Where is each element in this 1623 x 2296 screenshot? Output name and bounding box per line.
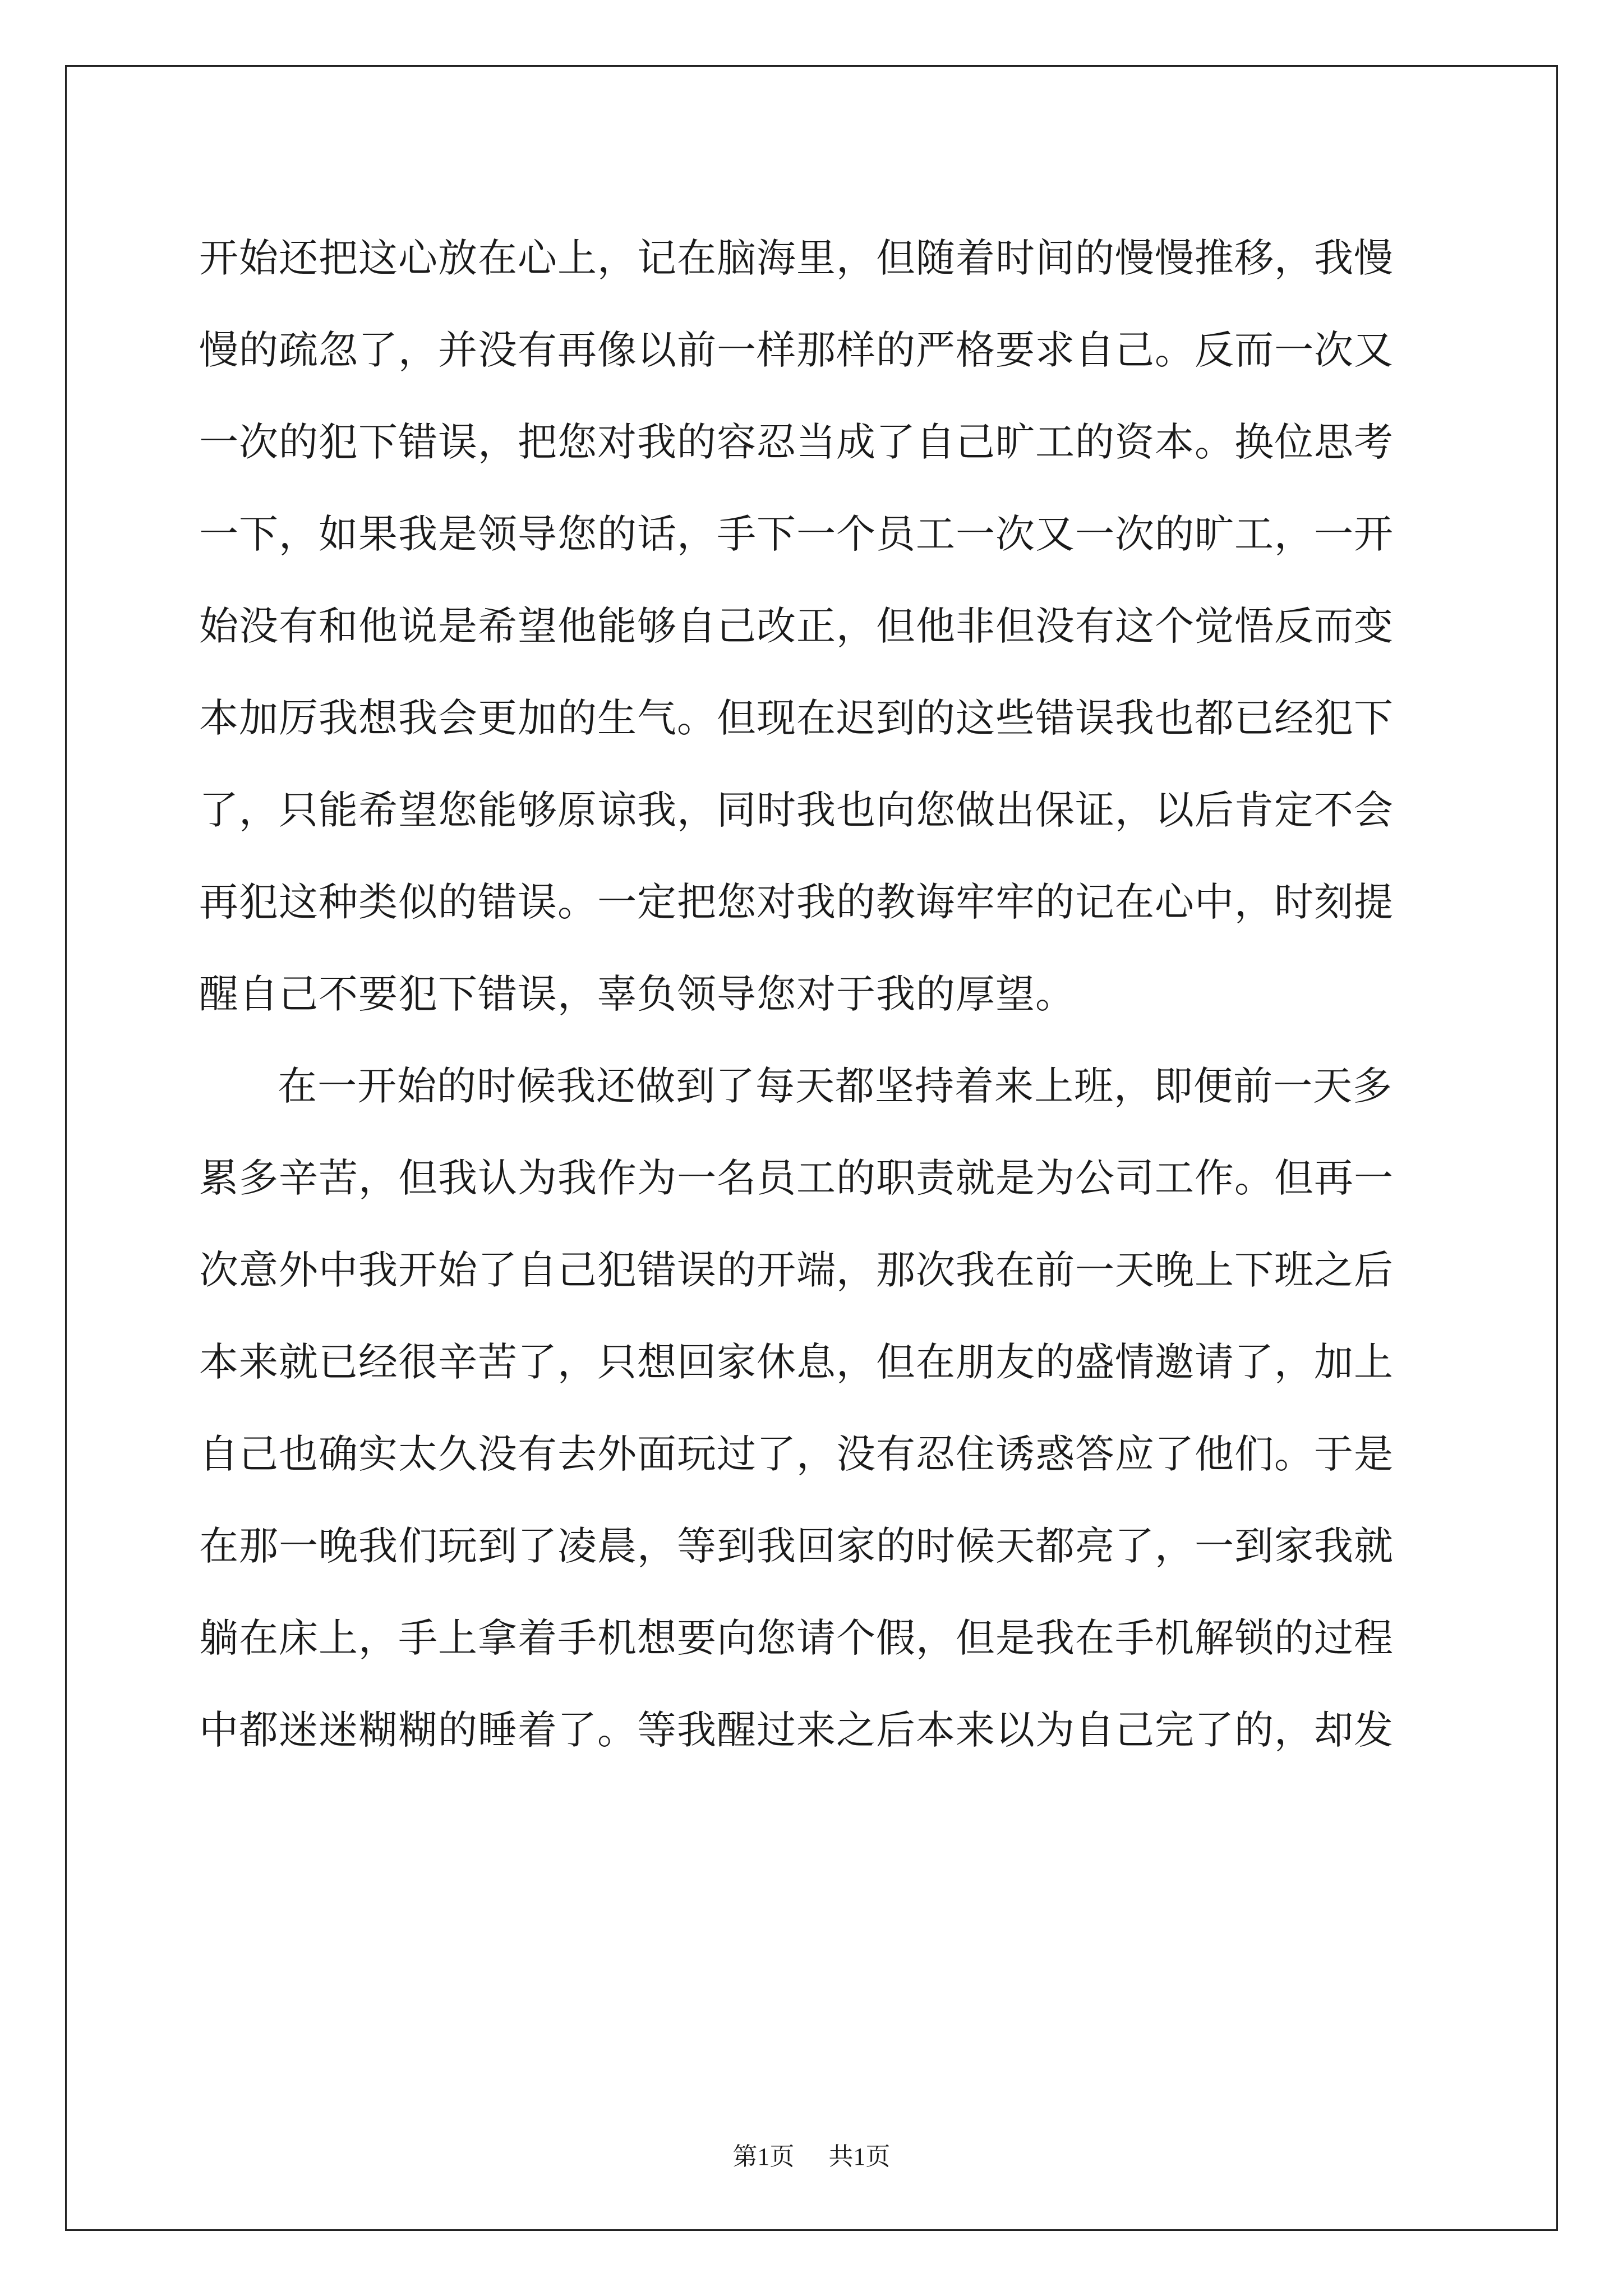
paragraph-start-line: 在一开始的时候我还做到了每天都坚持着来上班，即便前一天多 xyxy=(278,1063,1393,1109)
text-line: 开始还把这心放在心上，记在脑海里，但随着时间的慢慢推移，我慢 xyxy=(199,235,1394,281)
document-body xyxy=(199,212,1427,1776)
page-footer xyxy=(0,2140,1623,2174)
text-line: 醒自己不要犯下错误，辜负领导您对于我的厚望。 xyxy=(199,971,1075,1017)
page-number: 第1页 xyxy=(732,2143,795,2170)
text-line: 再犯这种类似的错误。一定把您对我的教诲牢牢的记在心中，时刻提 xyxy=(199,879,1394,925)
text-line: 始没有和他说是希望他能够自己改正，但他非但没有这个觉悟反而变 xyxy=(199,603,1394,649)
text-line: 躺在床上，手上拿着手机想要向您请个假，但是我在手机解锁的过程 xyxy=(199,1615,1394,1661)
text-line: 中都迷迷糊糊的睡着了。等我醒过来之后本来以为自己完了的，却发 xyxy=(199,1707,1394,1753)
text-line: 本来就已经很辛苦了，只想回家休息，但在朋友的盛情邀请了，加上 xyxy=(199,1339,1394,1385)
text-line: 本加厉我想我会更加的生气。但现在迟到的这些错误我也都已经犯下 xyxy=(199,695,1394,741)
page-total: 共1页 xyxy=(828,2143,891,2170)
text-line: 慢的疏忽了，并没有再像以前一样那样的严格要求自己。反而一次又 xyxy=(199,327,1394,373)
text-line: 累多辛苦，但我认为我作为一名员工的职责就是为公司工作。但再一 xyxy=(199,1155,1394,1201)
text-line: 一下，如果我是领导您的话，手下一个员工一次又一次的旷工，一开 xyxy=(199,511,1394,557)
text-line: 次意外中我开始了自己犯错误的开端，那次我在前一天晚上下班之后 xyxy=(199,1247,1394,1293)
text-line: 自己也确实太久没有去外面玩过了，没有忍住诱惑答应了他们。于是 xyxy=(199,1431,1394,1477)
text-line: 了，只能希望您能够原谅我，同时我也向您做出保证，以后肯定不会 xyxy=(199,787,1394,833)
text-line: 在那一晚我们玩到了凌晨，等到我回家的时候天都亮了，一到家我就 xyxy=(199,1523,1394,1569)
text-line: 一次的犯下错误，把您对我的容忍当成了自己旷工的资本。换位思考 xyxy=(199,419,1394,465)
